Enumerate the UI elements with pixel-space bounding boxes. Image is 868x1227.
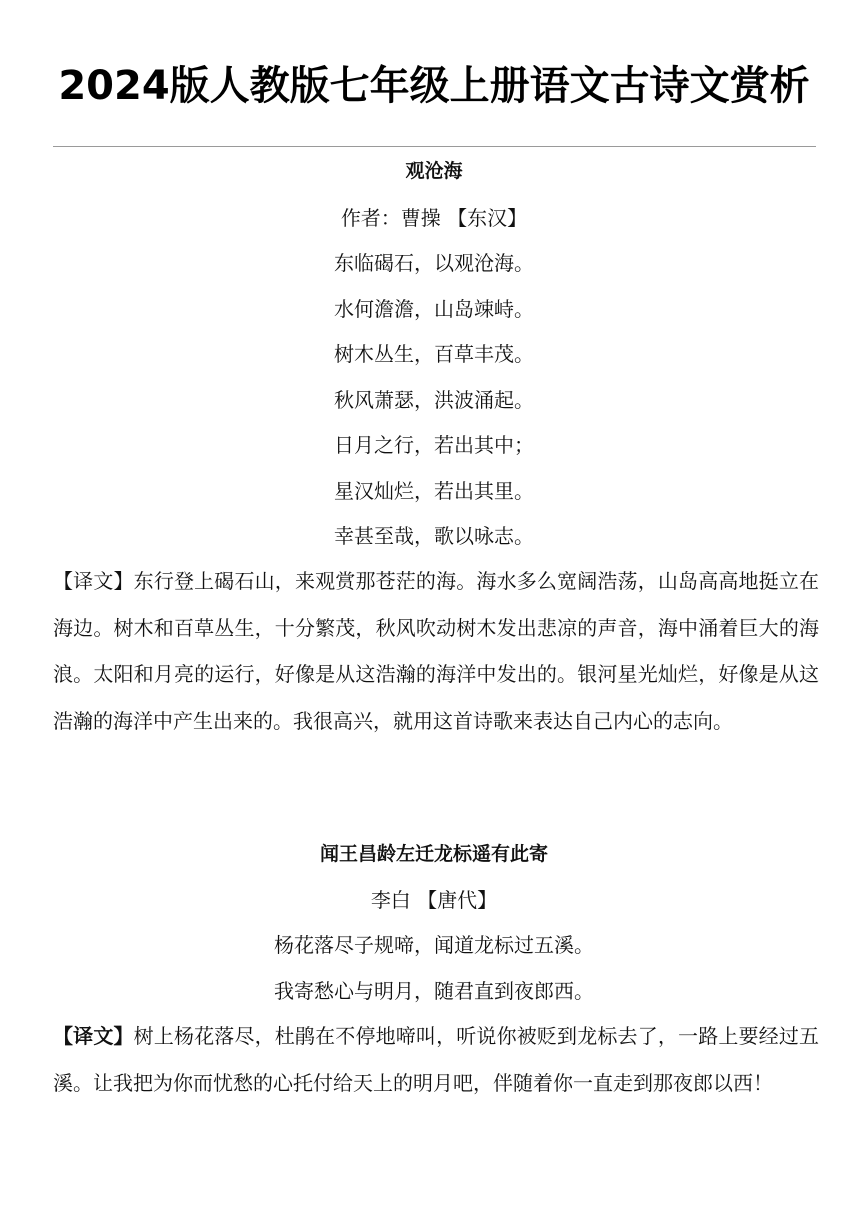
poem-title: 观沧海 bbox=[405, 160, 463, 182]
poem-author: 作者：曹操 【东汉】 bbox=[340, 206, 528, 230]
poem-line: 树木丛生，百草丰茂。 bbox=[334, 342, 534, 366]
translation-text: 树上杨花落尽，杜鹃在不停地啼叫，听说你被贬到龙标去了，一路上要经过五溪。让我把为你而忧愁的心托付给天上的明月吧，伴随着你一直走到那夜郎以西！ bbox=[53, 1024, 820, 1095]
poem-line: 幸甚至哉，歌以咏志。 bbox=[334, 524, 534, 548]
poem-line: 日月之行，若出其中； bbox=[334, 433, 534, 457]
poem-title: 闻王昌龄左迁龙标遥有此寄 bbox=[319, 843, 548, 865]
poem-line: 杨花落尽子规啼，闻道龙标过五溪。 bbox=[274, 933, 594, 957]
document-title: 2024版人教版七年级上册语文古诗文赏析 bbox=[58, 63, 810, 109]
poem-author: 李白 【唐代】 bbox=[370, 888, 498, 912]
translation-paragraph bbox=[53, 1013, 819, 1106]
translation-paragraph bbox=[53, 558, 819, 744]
poem-line: 我寄愁心与明月，随君直到夜郎西。 bbox=[274, 979, 594, 1003]
poem-line: 东临碣石，以观沧海。 bbox=[334, 251, 534, 275]
translation-tag: 【译文】 bbox=[53, 1024, 134, 1048]
poem-line: 星汉灿烂，若出其里。 bbox=[334, 479, 534, 503]
title-divider bbox=[53, 146, 816, 147]
translation-tag: 【译文】 bbox=[53, 569, 134, 593]
poem-line: 水何澹澹，山岛竦峙。 bbox=[334, 297, 534, 321]
translation-text: 东行登上碣石山，来观赏那苍茫的海。海水多么宽阔浩荡，山岛高高地挺立在海边。树木和百草丛生，十分繁茂，秋风吹动树木发出悲凉的声音，海中涌着巨大的海浪。太阳和月亮的运行，好像是从这浩瀚的海洋中发出的。银河星光灿烂，好像是从这浩瀚的海洋中产生出来的。我很高兴，就用这首诗歌来表达自己内心的志向。 bbox=[53, 569, 820, 733]
poem-line: 秋风萧瑟，洪波涌起。 bbox=[334, 388, 534, 412]
